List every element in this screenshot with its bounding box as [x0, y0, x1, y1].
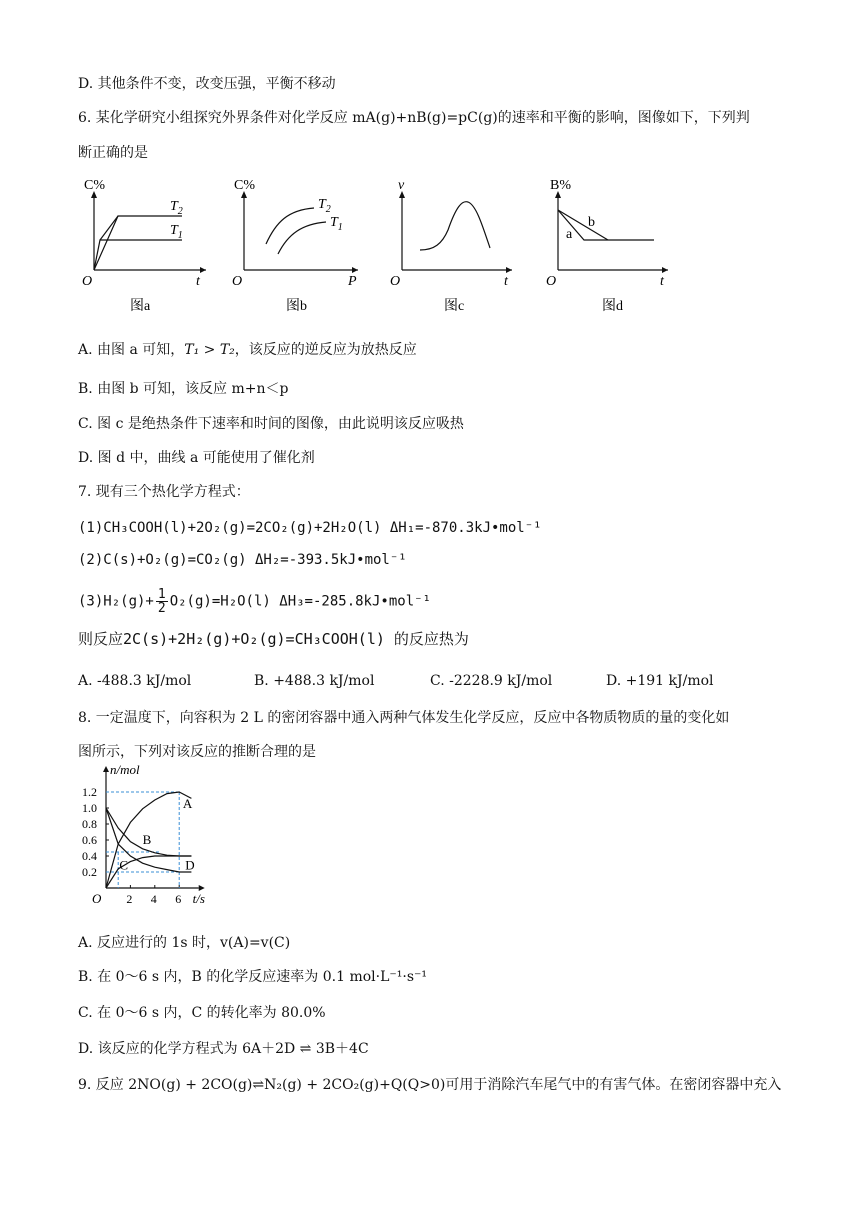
question-8-option-d: D. 该反应的化学方程式为 6A＋2D ⇌ 3B＋4C: [78, 1041, 369, 1057]
figure-b-caption: 图b: [286, 299, 307, 314]
figure-a-ylabel: C%: [84, 178, 105, 193]
figure-c-ylabel: v: [398, 178, 405, 193]
x-tick-label: 2: [126, 892, 133, 906]
origin-label: O: [92, 891, 102, 906]
question-8-stem-line2: 图所示，下列对该反应的推断合理的是: [78, 744, 316, 760]
option-a-math: T₁ > T₂: [184, 342, 235, 358]
question-7-equation-2: (2)C(s)+O₂(g)=CO₂(g) ΔH₂=-393.5kJ•mol⁻¹: [78, 552, 407, 568]
figure-c: [386, 172, 521, 317]
figure-d-label-b: b: [588, 215, 595, 230]
question-6-option-c: C. 图 c 是绝热条件下速率和时间的图像，由此说明该反应吸热: [78, 416, 464, 432]
figure-d-xlabel: t: [660, 274, 664, 289]
y-tick-label: 1.2: [82, 785, 97, 799]
x-axis-label: t/s: [192, 891, 205, 906]
question-8-option-c: C. 在 0～6 s 内，C 的转化率为 80.0%: [78, 1005, 326, 1021]
question-7-option-c: C. -2228.9 kJ/mol: [430, 673, 553, 689]
question-7-option-d: D. +191 kJ/mol: [606, 673, 714, 689]
figure-b-t2-label: $T_2$: [318, 197, 331, 215]
figure-a-origin: O: [82, 274, 93, 289]
y-tick-label: 0.2: [82, 865, 97, 879]
question-8-option-b: B. 在 0～6 s 内，B 的化学反应速率为 0.1 mol·L⁻¹·s⁻¹: [78, 969, 428, 985]
question-7-equation-3: (3)H₂(g)+ $\frac{1}{2}$ O₂(g)=H₂O(l) ΔH₃=-285.8kJ•mol⁻¹: [78, 587, 431, 616]
figure-b-t1-label: $T_1$: [330, 215, 343, 233]
figure-a-xlabel: t: [196, 274, 200, 289]
figure-b-ylabel: C%: [234, 178, 255, 193]
question-5-option-d: D. 其他条件不变，改变压强，平衡不移动: [78, 76, 336, 92]
figure-a: [78, 172, 208, 317]
figure-d-ylabel: B%: [550, 178, 571, 193]
question-6-stem-line1: 6. 某化学研究小组探究外界条件对化学反应 mA(g)+nB(g)=pC(g)的速率和平衡的影响，图像如下，下列判: [78, 110, 750, 126]
question-6-option-a: A. 由图 a 可知，T₁ > T₂，该反应的逆反应为放热反应: [78, 342, 417, 358]
y-tick-label: 0.8: [82, 817, 97, 831]
question-7-option-b: B. +488.3 kJ/mol: [254, 673, 375, 689]
question-7-option-a: A. -488.3 kJ/mol: [78, 673, 192, 689]
question-8-stem-line1: 8. 一定温度下，向容积为 2 L 的密闭容器中通入两种气体发生化学反应，反应中各物质物质的量的变化如: [78, 710, 730, 726]
question-7-equation-1: (1)CH₃COOH(l)+2O₂(g)=2CO₂(g)+2H₂O(l) ΔH₁=-870.3kJ•mol⁻¹: [78, 520, 542, 536]
question-7-ask: 则反应2C(s)+2H₂(g)+O₂(g)=CH₃COOH(l) 的反应热为: [78, 630, 469, 648]
figure-c-origin: O: [390, 274, 401, 289]
question-6-stem-line2: 断正确的是: [78, 145, 148, 161]
y-tick-label: 1.0: [82, 801, 97, 815]
question-7-stem: 7. 现有三个热化学方程式：: [78, 484, 250, 500]
series-D-label: D: [185, 857, 195, 873]
series-B-label: B: [142, 832, 152, 847]
question-8-option-a: A. 反应进行的 1s 时，v(A)=v(C): [78, 935, 291, 951]
y-tick-label: 0.6: [82, 833, 97, 847]
x-tick-label: 6: [175, 892, 182, 906]
figure-a-t1-label: $T_1$: [170, 223, 183, 241]
figure-d-label-a: a: [566, 227, 573, 242]
series-A-label: A: [182, 796, 193, 811]
figure-c-caption: 图c: [444, 299, 465, 314]
figure-d-origin: O: [546, 274, 557, 289]
figure-d-caption: 图d: [602, 299, 623, 314]
question-6-option-d: D. 图 d 中，曲线 a 可能使用了催化剂: [78, 450, 315, 466]
fraction-one-half: $\frac{1}{2}$: [157, 587, 166, 616]
question-9-stem: 9. 反应 2NO(g) + 2CO(g)⇌N₂(g) + 2CO₂(g)+Q(Q>0)可用于消除汽车尾气中的有害气体。在密闭容器中充入: [78, 1077, 782, 1093]
x-tick-label: 4: [150, 892, 157, 906]
figure-d: [542, 172, 677, 317]
figure-b: [228, 172, 368, 317]
question-6-option-b: B. 由图 b 可知，该反应 m+n＜p: [78, 381, 289, 397]
y-tick-label: 0.4: [82, 849, 97, 863]
figure-b-xlabel: P: [348, 274, 357, 289]
figure-b-origin: O: [232, 274, 243, 289]
q8-chart: [78, 762, 278, 922]
series-C-label: C: [119, 857, 129, 873]
y-axis-arrow: [103, 766, 109, 772]
figure-a-t2-label: $T_2$: [170, 199, 183, 217]
figure-a-caption: 图a: [130, 299, 151, 314]
y-axis-label: n/mol: [110, 762, 140, 777]
figure-c-xlabel: t: [504, 274, 508, 289]
